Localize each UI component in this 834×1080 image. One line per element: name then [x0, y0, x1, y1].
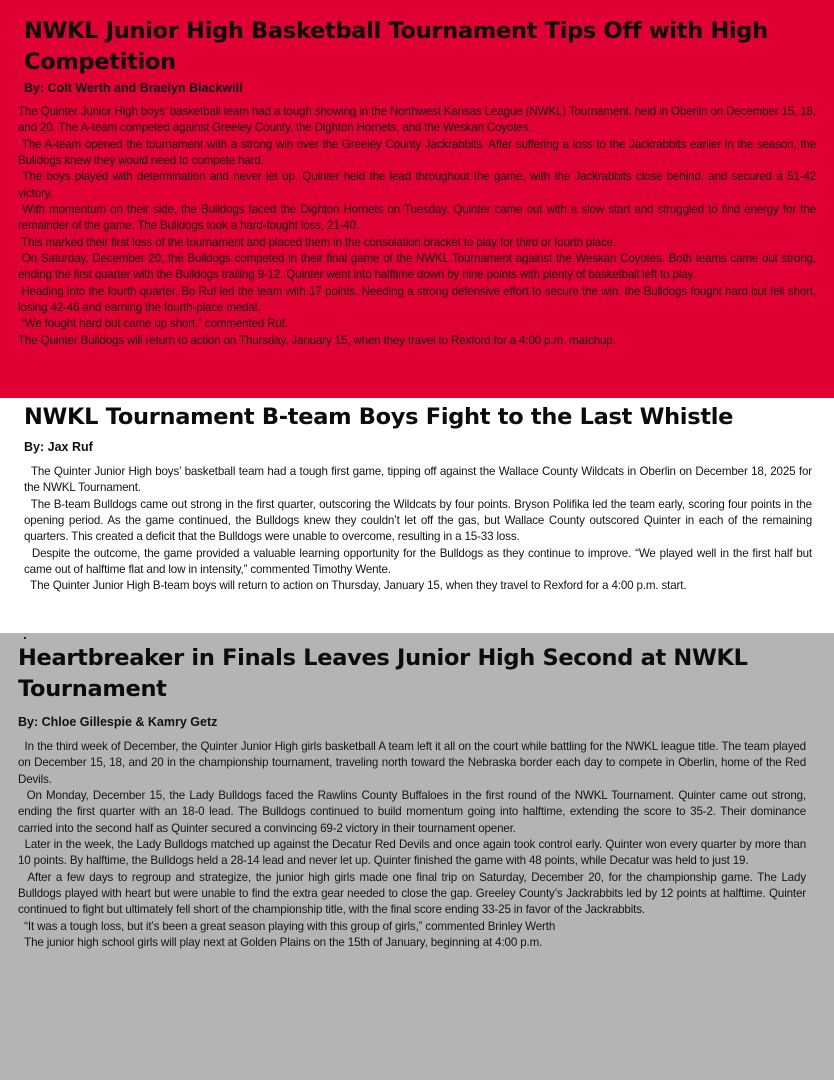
article-paragraph: After a few days to regroup and strategize, the junior high girls made one final trip on Saturday, December 20, for the championship game. The Lady Bulldogs played with heart but were unable to find the extra gear needed to close the gap. Greeley County’s Jackrabbits led by 12 points at halftime. Quinter continued to fight but ultimately fell short of the championship title, with the final score ending 33-25 in favor of the Jackrabbits. — [18, 870, 810, 917]
article-paragraph: The junior high school girls will play next at Golden Plains on the 15th of January, beginning at 4:00 p.m. — [18, 936, 543, 950]
article-paragraph: “We fought hard but came up short,” commented Ruf. — [18, 317, 288, 331]
article-byline: By: Colt Werth and Braelyn Blackwill — [24, 81, 243, 95]
article-byline: By: Chloe Gillespie & Kamry Getz — [18, 715, 218, 729]
article-paragraph: The Quinter Junior High B-team boys will return to action on Thursday, January 15, when they travel to Rexford for a 4:00 p.m. start. — [24, 579, 687, 593]
article-headline: NWKL Junior High Basketball Tournament Tips Off with High Competition — [24, 18, 768, 75]
article-paragraph: On Monday, December 15, the Lady Bulldogs faced the Rawlins County Buffaloes in the first round of the NWKL Tournament. Quinter came out strong, ending the first quarter with an 18-0 lead. The Bulldogs continued to build momentum going into halftime, extending the score to 35-2. Their dominance carried into the second half as Quinter secured a convincing 69-2 victory in their tournament opener. — [18, 789, 810, 835]
article-headline: Heartbreaker in Finals Leaves Junior High Second at NWKL Tournament — [18, 645, 748, 702]
article-paragraph: Despite the outcome, the game provided a valuable learning opportunity for the Bulldogs as they continue to improve. “We played well in the first half but came out of halftime flat and low in intensity,” commented Timothy Wente. — [24, 546, 816, 577]
article-body — [24, 464, 816, 595]
article-boys-a-team — [0, 0, 834, 398]
article-byline: By: Jax Ruf — [24, 440, 93, 454]
article-body — [18, 104, 820, 349]
article-paragraph: “It was a tough loss, but it’s been a great season playing with this group of girls,” commented Brinley Werth — [18, 919, 556, 933]
stray-dot-mark — [24, 637, 26, 639]
article-paragraph: The Quinter Junior High boys’ basketball team had a tough showing in the Northwest Kansas League (NWKL) Tournament, held in Oberlin on December 15, 18, and 20. The A-team competed against Greeley County, the Dighton Hornets, and the Weskan Coyotes. — [18, 105, 820, 135]
article-paragraph: In the third week of December, the Quinter Junior High girls basketball A team left it all on the court while battling for the NWKL league title. The team played on December 15, 18, and 20 in the championship tournament, traveling north toward the Nebraska border each day to compete in Oberlin, home of the Red Devils. — [18, 740, 810, 786]
article-body — [18, 739, 810, 951]
article-paragraph: The boys played with determination and never let up. Quinter held the lead throughout the game, with the Jackrabbits close behind, and secured a 51-42 victory. — [18, 170, 820, 200]
article-paragraph: With momentum on their side, the Bulldogs faced the Dighton Hornets on Tuesday. Quinter came out with a slow start and struggled to find energy for the remainder of the game. The Bulldogs took a hard-fought loss, 21-40. — [18, 203, 820, 233]
article-paragraph: Heading into the fourth quarter, Bo Ruf led the team with 17 points. Needing a strong defensive effort to secure the win, the Bulldogs fought hard but fell short, losing 42-46 and earning the fourth-place medal. — [18, 284, 820, 315]
article-paragraph: The B-team Bulldogs came out strong in the first quarter, outscoring the Wildcats by four points. Bryson Polifika led the team early, scoring four points in the opening period. As the game continued, the Bulldogs knew they couldn’t let off the gas, but Wallace County outscored Quinter in each of the remaining quarters. This created a deficit that the Bulldogs were unable to overcome, resulting in a 15-33 loss. — [24, 497, 816, 544]
article-paragraph: The A-team opened the tournament with a strong win over the Greeley County Jackrabbits. After suffering a loss to the Jackrabbits earlier in the season, the Bulldogs knew they would need to compete hard. — [18, 137, 820, 168]
article-headline: NWKL Tournament B-team Boys Fight to the Last Whistle — [24, 404, 734, 430]
article-paragraph: This marked their first loss of the tournament and placed them in the consolation bracket to play for third or fourth place. — [18, 235, 616, 249]
article-paragraph: The Quinter Junior High boys’ basketball team had a tough first game, tipping off against the Wallace County Wildcats in Oberlin on December 18, 2025 for the NWKL Tournament. — [24, 465, 816, 495]
article-girls-a-team — [0, 633, 834, 1080]
article-paragraph: The Quinter Bulldogs will return to action on Thursday, January 15, when they travel to Rexford for a 4:00 p.m. matchup. — [18, 333, 616, 347]
article-boys-b-team — [0, 398, 834, 633]
article-paragraph: On Saturday, December 20, the Bulldogs competed in their final game of the NWKL Tournament against the Weskan Coyotes. Both teams came out strong, ending the first quarter with the Bulldogs trailing 9-12. Quinter went into halftime down by nine points with plenty of basketball left to play. — [18, 252, 820, 282]
article-paragraph: Later in the week, the Lady Bulldogs matched up against the Decatur Red Devils and once again took control early. Quinter won every quarter by more than 10 points. By halftime, the Bulldogs held a 28-14 lead and never let up. Quinter finished the game with 48 points, while Decatur was held to just 19. — [18, 838, 810, 868]
